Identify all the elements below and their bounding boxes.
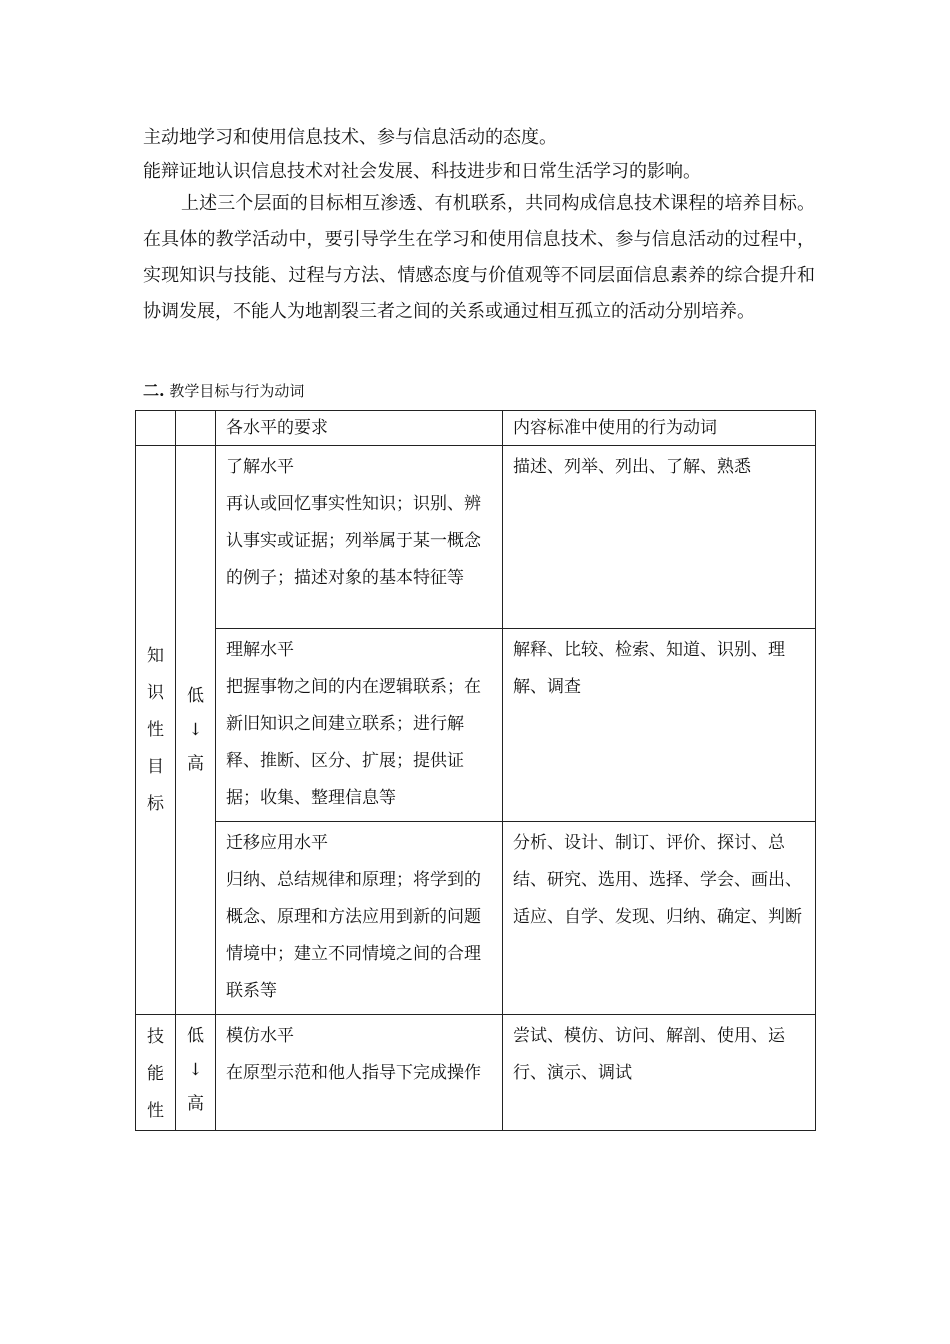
level-title: 了解水平	[226, 457, 294, 477]
level-description: 把握事物之间的内在逻辑联系；在新旧知识之间建立联系；进行解释、推断、区分、扩展；提供证据；收集、整理信息等	[226, 677, 481, 808]
paragraph-line-attitude: 主动地学习和使用信息技术、参与信息活动的态度。	[143, 127, 557, 148]
header-cell-empty-2	[176, 411, 216, 446]
section-title: 教学目标与行为动词	[169, 382, 305, 400]
level-cell	[216, 446, 503, 629]
table-row	[136, 446, 816, 629]
table-row	[136, 1015, 816, 1131]
level-cell	[216, 629, 503, 822]
level-cell	[216, 1015, 503, 1131]
paragraph-summary: 上述三个层面的目标相互渗透、有机联系，共同构成信息技术课程的培养目标。在具体的教学活动中，要引导学生在学习和使用信息技术、参与信息活动的过程中，实现知识与技能、过程与方法、情感态度与价值观等不同层面信息素养的综合提升和协调发展，不能人为地割裂三者之间的关系或通过相互孤立的活动分别培养。	[143, 193, 815, 322]
section-number: 二.	[143, 381, 165, 400]
range-low-high-skill: 低 ↓ 高	[176, 1015, 216, 1131]
table-row	[136, 629, 816, 822]
level-description: 归纳、总结规律和原理；将学到的概念、原理和方法应用到新的问题情境中；建立不同情境之间的合理联系等	[226, 870, 481, 1001]
header-cell-verbs: 内容标准中使用的行为动词	[503, 411, 816, 446]
paragraph-line-dialectic: 能辩证地认识信息技术对社会发展、科技进步和日常生活学习的影响。	[143, 161, 701, 182]
table-header-row	[136, 411, 816, 446]
verbs-cell: 描述、列举、列出、了解、熟悉	[503, 446, 816, 629]
verbs-cell: 解释、比较、检索、知道、识别、理解、调查	[503, 629, 816, 822]
category-knowledge: 知 识 性 目 标	[136, 446, 176, 1015]
category-skill: 技 能 性	[136, 1015, 176, 1131]
header-cell-requirements: 各水平的要求	[216, 411, 503, 446]
level-title: 理解水平	[226, 640, 294, 660]
level-title: 模仿水平	[226, 1026, 294, 1046]
section-heading	[143, 381, 304, 401]
range-low-high-knowledge: 低 ↓ 高	[176, 446, 216, 1015]
arrow-down-icon: ↓	[188, 720, 203, 740]
verbs-cell: 尝试、模仿、访问、解剖、使用、运行、演示、调试	[503, 1015, 816, 1131]
goals-verbs-table	[135, 410, 816, 1131]
header-cell-empty-1	[136, 411, 176, 446]
table-row	[136, 822, 816, 1015]
level-cell	[216, 822, 503, 1015]
level-description: 再认或回忆事实性知识；识别、辨认事实或证据；列举属于某一概念的例子；描述对象的基本特征等	[226, 494, 481, 588]
level-title: 迁移应用水平	[226, 833, 328, 853]
level-description: 在原型示范和他人指导下完成操作	[226, 1063, 481, 1083]
arrow-down-icon: ↓	[188, 1060, 203, 1080]
verbs-cell: 分析、设计、制订、评价、探讨、总结、研究、选用、选择、学会、画出、适应、自学、发现、归纳、确定、判断	[503, 822, 816, 1015]
